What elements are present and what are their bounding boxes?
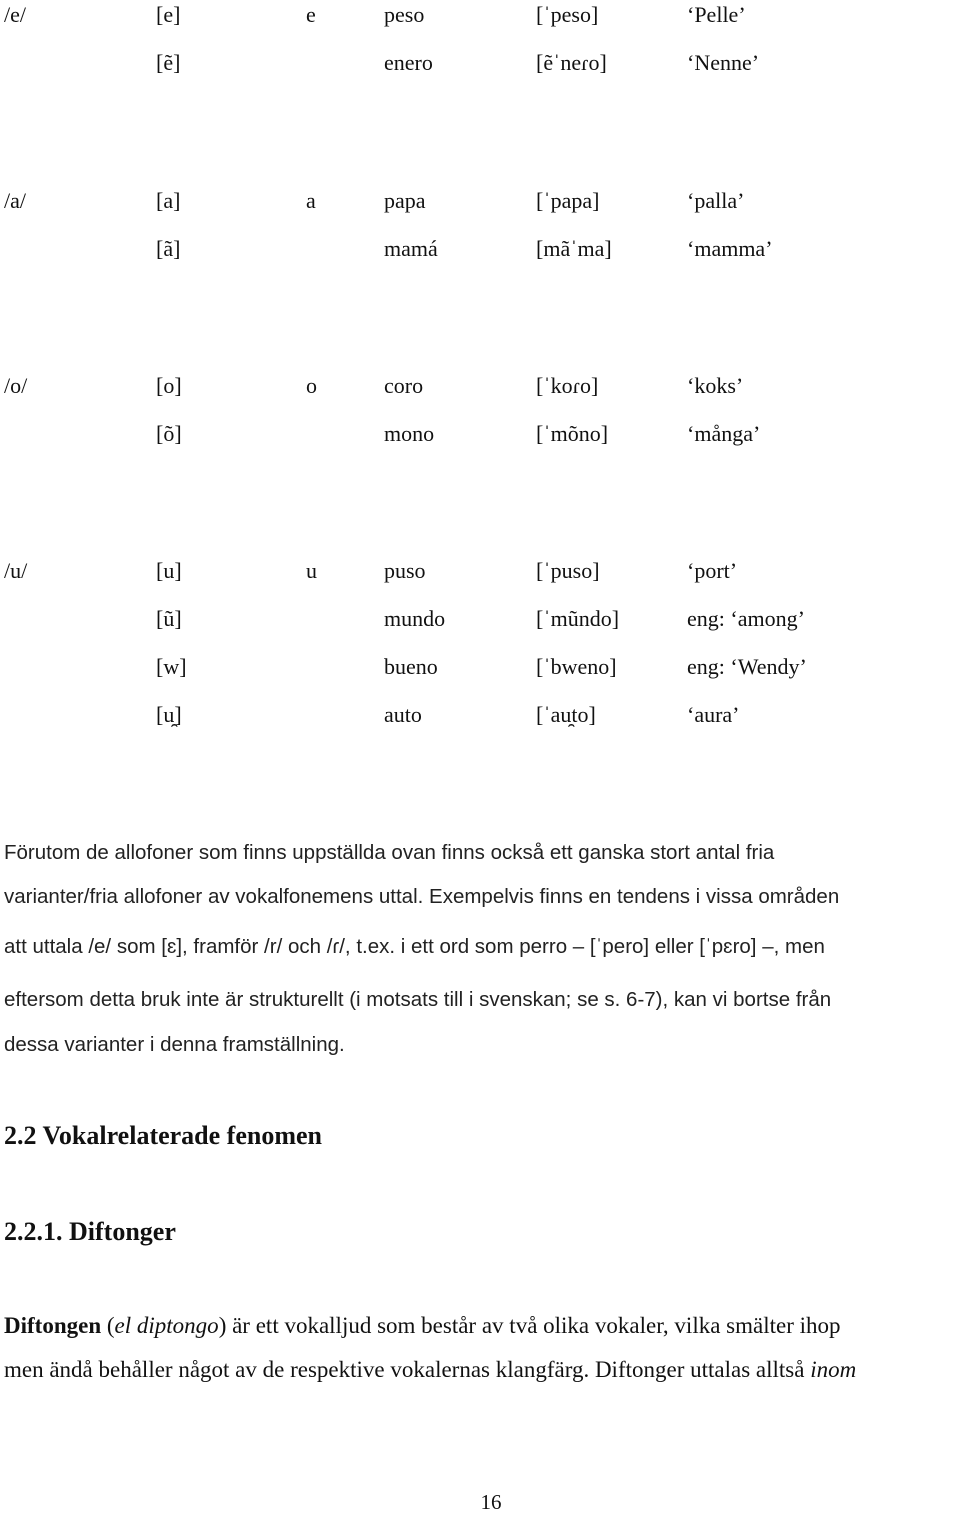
text-span: men ändå behåller något av de respektive vokalernas klangfärg. Diftonger uttalas alltså xyxy=(4,1357,811,1382)
allophone-cell: [ẽ] xyxy=(156,50,181,75)
example-word-cell: peso xyxy=(384,2,425,27)
swedish-equivalent-cell: ‘Pelle’ xyxy=(687,2,746,27)
text-span: ) är ett vokalljud som består av två olika vokaler, vilka smälter ihop xyxy=(218,1313,841,1338)
transcription-cell: [ˈau̯to] xyxy=(536,702,596,727)
swedish-equivalent-cell: ‘port’ xyxy=(687,558,738,583)
swedish-equivalent-cell: ‘Nenne’ xyxy=(687,50,760,75)
grapheme-cell: u xyxy=(306,558,317,583)
example-word-cell: coro xyxy=(384,373,424,398)
table-row xyxy=(0,234,960,264)
table-row xyxy=(0,0,960,30)
allophone-cell: [u] xyxy=(156,558,182,583)
paragraph-line: dessa varianter i denna framställning. xyxy=(4,1033,345,1056)
example-word-cell: enero xyxy=(384,50,433,75)
page-number: 16 xyxy=(480,1490,502,1514)
table-row xyxy=(0,48,960,78)
transcription-cell: [mãˈma] xyxy=(536,236,612,261)
swedish-equivalent-cell: eng: ‘Wendy’ xyxy=(687,654,807,679)
grapheme-cell: e xyxy=(306,2,316,27)
allophone-cell: [u̯] xyxy=(156,702,182,727)
text-span: ( xyxy=(101,1313,115,1338)
phoneme-cell: /e/ xyxy=(4,2,26,27)
phoneme-cell: /a/ xyxy=(4,188,26,213)
subsection-heading: 2.2.1. Diftonger xyxy=(4,1217,176,1246)
section-heading: 2.2 Vokalrelaterade fenomen xyxy=(4,1121,322,1150)
transcription-cell: [ˈpuso] xyxy=(536,558,600,583)
allophone-cell: [o] xyxy=(156,373,182,398)
swedish-equivalent-cell: ‘aura’ xyxy=(687,702,740,727)
example-word-cell: auto xyxy=(384,702,422,727)
example-word-cell: puso xyxy=(384,558,426,583)
transcription-cell: [ˈbweno] xyxy=(536,654,617,679)
transcription-cell: [ˈpeso] xyxy=(536,2,599,27)
table-row xyxy=(0,652,960,682)
term-bold: Diftongen xyxy=(4,1313,102,1338)
spanish-term: el diptongo xyxy=(114,1313,219,1338)
table-row xyxy=(0,604,960,634)
table-row xyxy=(0,700,960,730)
swedish-equivalent-cell: ‘koks’ xyxy=(687,373,744,398)
table-row xyxy=(0,419,960,449)
transcription-cell: [ˈpapa] xyxy=(536,188,600,213)
example-word-cell: papa xyxy=(384,188,426,213)
grapheme-cell: o xyxy=(306,373,317,398)
allophone-cell: [õ] xyxy=(156,421,182,446)
example-word-cell: mundo xyxy=(384,606,446,631)
transcription-cell: [ẽˈneɾo] xyxy=(536,50,607,75)
swedish-equivalent-cell: ‘många’ xyxy=(687,421,761,446)
paragraph-line: varianter/fria allofoner av vokalfonemens uttal. Exempelvis finns en tendens i vissa områden xyxy=(4,885,840,908)
example-word-cell: bueno xyxy=(384,654,438,679)
allophone-cell: [ã] xyxy=(156,236,181,261)
swedish-equivalent-cell: ‘mamma’ xyxy=(687,236,773,261)
paragraph-line: eftersom detta bruk inte är strukturellt (i motsats till i svenskan; se s. 6-7), kan vi bortse från xyxy=(4,988,832,1011)
italic-word: inom xyxy=(810,1357,857,1382)
paragraph-line: Förutom de allofoner som finns uppställda ovan finns också ett ganska stort antal fria xyxy=(4,841,775,864)
transcription-cell: [ˈkoɾo] xyxy=(536,373,599,398)
grapheme-cell: a xyxy=(306,188,316,213)
table-row xyxy=(0,556,960,586)
allophone-cell: [e] xyxy=(156,2,181,27)
phoneme-cell: /u/ xyxy=(4,558,28,583)
transcription-cell: [ˈmõno] xyxy=(536,421,609,446)
swedish-equivalent-cell: eng: ‘among’ xyxy=(687,606,805,631)
example-word-cell: mamá xyxy=(384,236,438,261)
phoneme-cell: /o/ xyxy=(4,373,28,398)
example-word-cell: mono xyxy=(384,421,435,446)
swedish-equivalent-cell: ‘palla’ xyxy=(687,188,745,213)
allophone-cell: [w] xyxy=(156,654,187,679)
paragraph-line xyxy=(4,1311,956,1341)
paragraph-line xyxy=(4,1355,956,1385)
paragraph-line: att uttala /e/ som [ɛ], framför /r/ och /ɾ/, t.ex. i ett ord som perro – [ˈpero] eller [ˈpɛro] –, men xyxy=(4,935,825,958)
allophone-cell: [ũ] xyxy=(156,606,182,631)
table-row xyxy=(0,186,960,216)
transcription-cell: [ˈmũndo] xyxy=(536,606,620,631)
allophone-cell: [a] xyxy=(156,188,181,213)
table-row xyxy=(0,371,960,401)
